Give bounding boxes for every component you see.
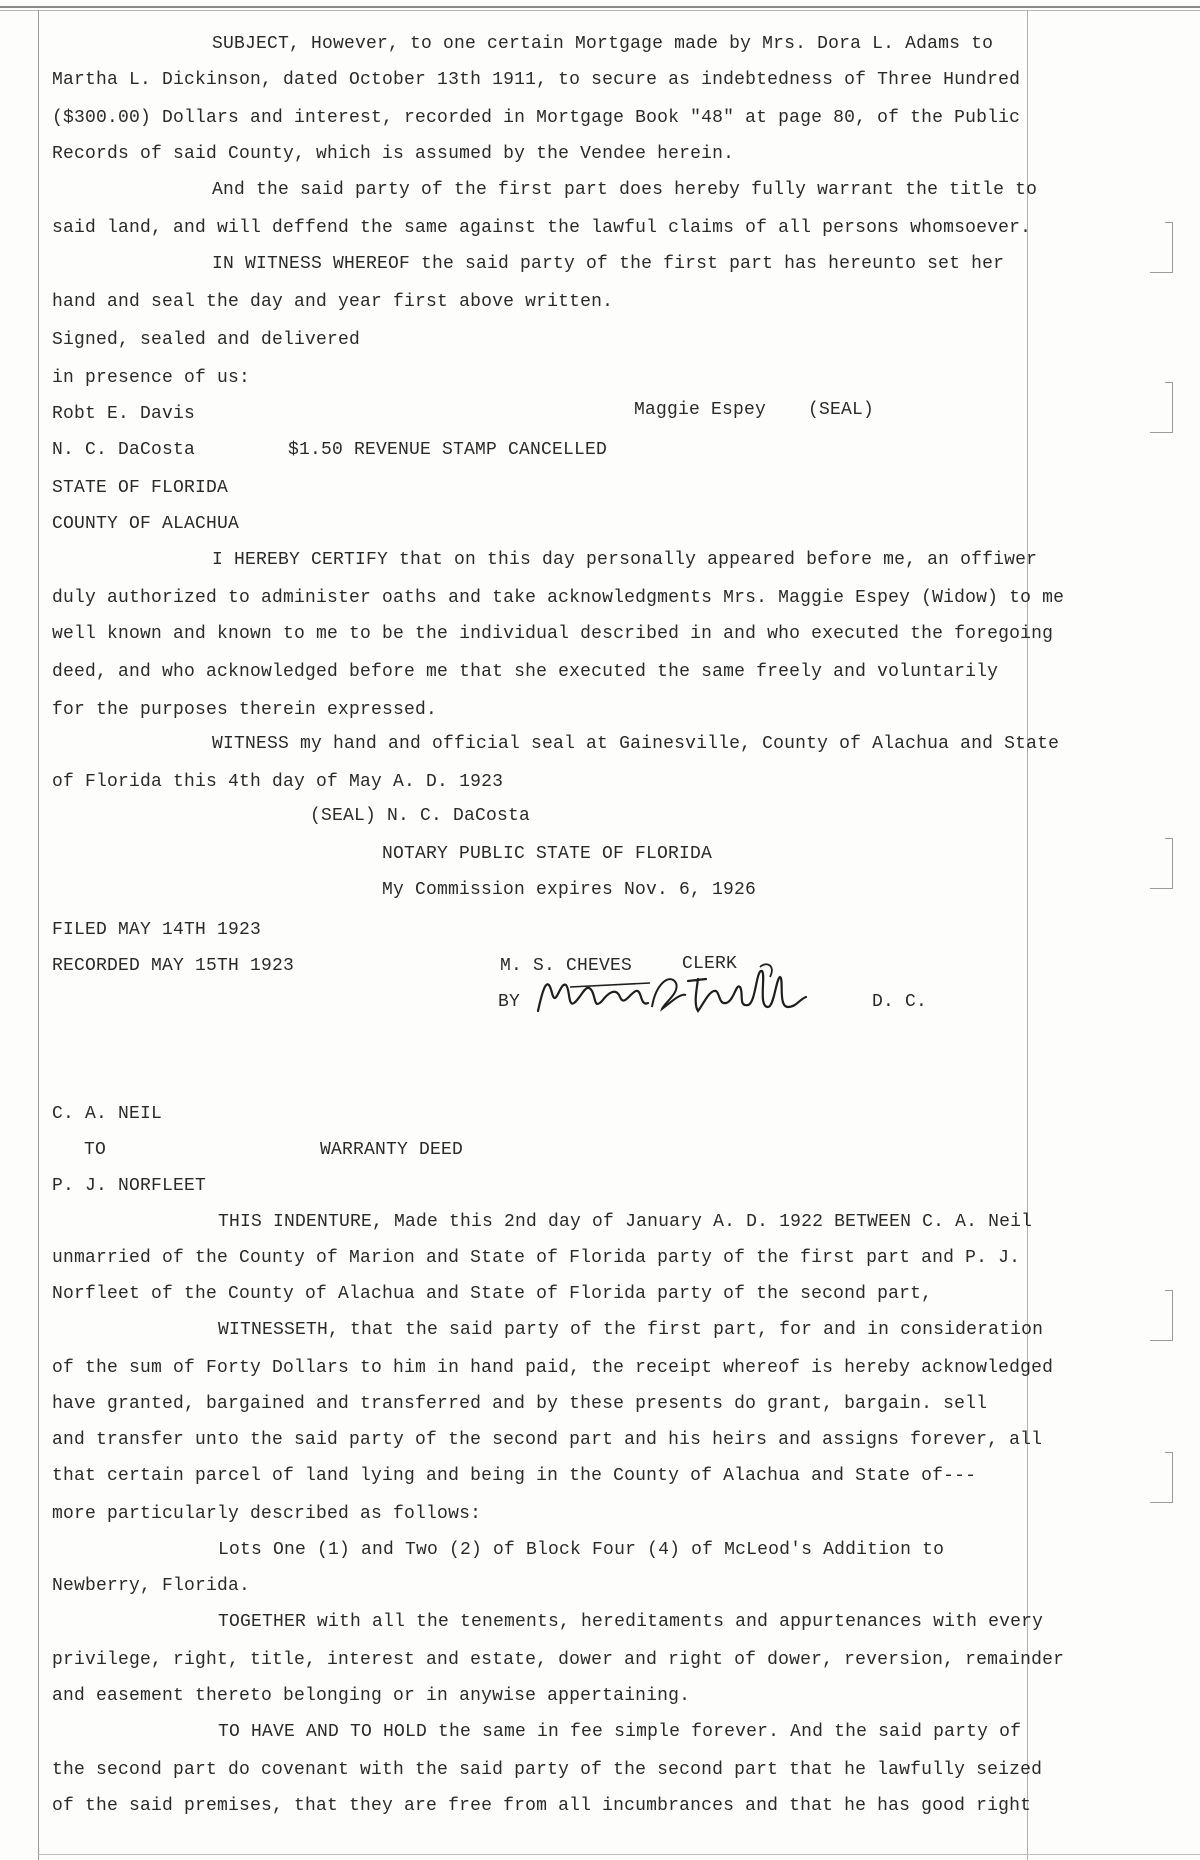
text-line: said land, and will deffend the same against the lawful claims of all persons whomsoever.: [52, 218, 1032, 238]
filed-date: FILED MAY 14TH 1923: [52, 920, 262, 940]
grantee-heading: P. J. NORFLEET: [52, 1176, 207, 1196]
clerk-name: M. S. CHEVES: [500, 956, 633, 976]
grantor-name: Maggie Espey: [634, 400, 767, 420]
clerk-label: CLERK: [682, 954, 738, 974]
to-heading: TO: [84, 1140, 107, 1160]
seal-label: (SEAL): [808, 400, 875, 420]
margin-bracket: [1150, 1452, 1173, 1503]
text-line: WITNESS my hand and official seal at Gainesville, County of Alachua and State: [212, 734, 1060, 754]
margin-bracket: [1150, 382, 1173, 433]
margin-bracket: [1150, 1290, 1173, 1341]
text-line: of the sum of Forty Dollars to him in hand paid, the receipt whereof is hereby acknowledged: [52, 1358, 1054, 1378]
text-line: STATE OF FLORIDA: [52, 478, 229, 498]
top-border: [0, 6, 1200, 8]
text-line: well known and known to me to be the individual described in and who executed the foregoing: [52, 624, 1054, 644]
text-line: the second part do covenant with the said party of the second part that he lawfully seized: [52, 1760, 1043, 1780]
by-label: BY: [498, 992, 521, 1012]
text-line: TOGETHER with all the tenements, hereditaments and appurtenances with every: [218, 1612, 1044, 1632]
text-line: of Florida this 4th day of May A. D. 1923: [52, 772, 504, 792]
text-line: have granted, bargained and transferred and by these presents do grant, bargain. sell: [52, 1394, 988, 1414]
text-line: SUBJECT, However, to one certain Mortgage made by Mrs. Dora L. Adams to: [212, 34, 994, 54]
text-line: and easement thereto belonging or in anywise appertaining.: [52, 1686, 691, 1706]
witness-name: N. C. DaCosta: [52, 440, 196, 460]
margin-bracket: [1150, 838, 1173, 889]
margin-bracket: [1150, 222, 1173, 273]
recorded-date: RECORDED MAY 15TH 1923: [52, 956, 295, 976]
bottom-border: [38, 1854, 1200, 1855]
text-line: THIS INDENTURE, Made this 2nd day of January A. D. 1922 BETWEEN C. A. Neil: [218, 1212, 1033, 1232]
text-line: TO HAVE AND TO HOLD the same in fee simple forever. And the said party of: [218, 1722, 1022, 1742]
top-border-inner: [0, 10, 1200, 11]
deputy-clerk-signature: [530, 963, 820, 1023]
property-description: Newberry, Florida.: [52, 1576, 251, 1596]
text-line: that certain parcel of land lying and being in the County of Alachua and State of---: [52, 1466, 977, 1486]
revenue-stamp-note: $1.50 REVENUE STAMP CANCELLED: [288, 440, 608, 460]
notary-seal-line: (SEAL) N. C. DaCosta: [310, 806, 531, 826]
text-line: and transfer unto the said party of the second part and his heirs and assigns forever, all: [52, 1430, 1043, 1450]
deputy-clerk-label: D. C.: [872, 992, 928, 1012]
text-line: IN WITNESS WHEREOF the said party of the first part has hereunto set her: [212, 254, 1005, 274]
text-line: deed, and who acknowledged before me that she executed the same freely and voluntarily: [52, 662, 999, 682]
text-line: hand and seal the day and year first above written.: [52, 292, 614, 312]
text-line: duly authorized to administer oaths and take acknowledgments Mrs. Maggie Espey (Widow) to me: [52, 588, 1065, 608]
right-margin-line: [1027, 10, 1028, 1860]
text-line: I HEREBY CERTIFY that on this day personally appeared before me, an offiwer: [212, 550, 1038, 570]
deed-type-heading: WARRANTY DEED: [320, 1140, 464, 1160]
left-margin-line: [38, 10, 39, 1860]
text-line: privilege, right, title, interest and estate, dower and right of dower, reversion, remainder: [52, 1650, 1065, 1670]
text-line: WITNESSETH, that the said party of the first part, for and in consideration: [218, 1320, 1044, 1340]
text-line: And the said party of the first part does hereby fully warrant the title to: [212, 180, 1038, 200]
text-line: Records of said County, which is assumed by the Vendee herein.: [52, 144, 735, 164]
text-line: COUNTY OF ALACHUA: [52, 514, 240, 534]
witness-name: Robt E. Davis: [52, 404, 196, 424]
text-line: for the purposes therein expressed.: [52, 700, 438, 720]
text-line: unmarried of the County of Marion and State of Florida party of the first part and P. J.: [52, 1248, 1021, 1268]
text-line: in presence of us:: [52, 368, 251, 388]
property-description: Lots One (1) and Two (2) of Block Four (4) of McLeod's Addition to: [218, 1540, 945, 1560]
text-line: Signed, sealed and delivered: [52, 330, 361, 350]
text-line: more particularly described as follows:: [52, 1504, 482, 1524]
grantor-heading: C. A. NEIL: [52, 1104, 163, 1124]
text-line: of the said premises, that they are free from all incumbrances and that he has good right: [52, 1796, 1032, 1816]
text-line: ($300.00) Dollars and interest, recorded in Mortgage Book "48" at page 80, of the Public: [52, 108, 1021, 128]
text-line: Martha L. Dickinson, dated October 13th 1911, to secure as indebtedness of Three Hundred: [52, 70, 1021, 90]
commission-expiry: My Commission expires Nov. 6, 1926: [382, 880, 757, 900]
text-line: Norfleet of the County of Alachua and State of Florida party of the second part,: [52, 1284, 933, 1304]
notary-title: NOTARY PUBLIC STATE OF FLORIDA: [382, 844, 713, 864]
